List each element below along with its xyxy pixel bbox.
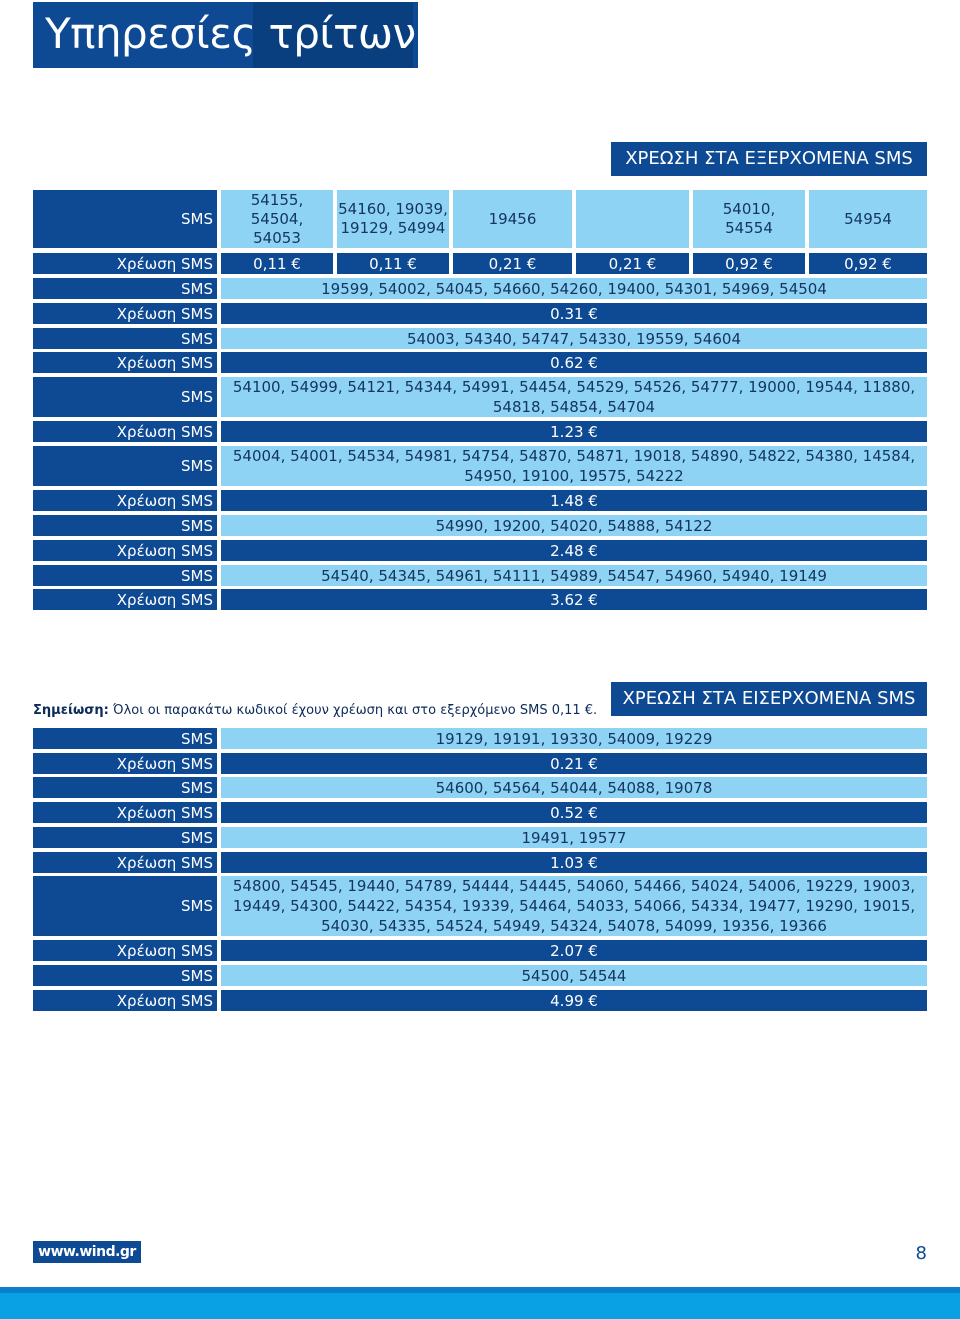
row-value: 54540, 54345, 54961, 54111, 54989, 54547, 54960, 54940, 19149: [221, 565, 927, 586]
row-value: 54003, 54340, 54747, 54330, 19559, 54604: [221, 328, 927, 349]
row-label: SMS: [33, 377, 217, 417]
table-row: [33, 565, 927, 586]
row-value: 19129, 19191, 19330, 54009, 19229: [221, 728, 927, 749]
row-label: Χρέωση SMS: [33, 589, 217, 610]
row-label: SMS: [33, 328, 217, 349]
row-label: SMS: [33, 515, 217, 536]
row-value: 1.23 €: [221, 421, 927, 442]
row-label: Χρέωση SMS: [33, 802, 217, 823]
code-cell: [576, 190, 689, 248]
row-value: 0.31 €: [221, 303, 927, 324]
code-cell: 54010, 54554: [693, 190, 805, 248]
row-value: 54500, 54544: [221, 965, 927, 986]
code-cell: 19456: [453, 190, 572, 248]
table-row: [33, 421, 927, 442]
row-label: Χρέωση SMS: [33, 940, 217, 961]
row-label: SMS: [33, 278, 217, 299]
price-cell: 0,11 €: [337, 253, 449, 274]
table-row: [33, 802, 927, 823]
row-value: 3.62 €: [221, 589, 927, 610]
note-text: [33, 703, 597, 718]
table-row: [33, 777, 927, 798]
table-row: [33, 446, 927, 486]
row-label: Χρέωση SMS: [33, 990, 217, 1011]
page-number: 8: [915, 1243, 927, 1264]
table-row: [33, 303, 927, 324]
page-title-box: [33, 2, 418, 68]
table-row: [33, 876, 927, 936]
row-value: 4.99 €: [221, 990, 927, 1011]
price-cell: 0,92 €: [693, 253, 805, 274]
row-label: SMS: [33, 876, 217, 936]
row-label: Χρέωση SMS: [33, 352, 217, 373]
row-label: SMS: [33, 777, 217, 798]
row-value: 54990, 19200, 54020, 54888, 54122: [221, 515, 927, 536]
table-row: [33, 965, 927, 986]
row-label: SMS: [33, 827, 217, 848]
table-row: [33, 753, 927, 774]
row-value: 0.52 €: [221, 802, 927, 823]
table-row: [33, 490, 927, 511]
row-label: SMS: [33, 190, 217, 248]
table-row: [33, 540, 927, 561]
row-value: 54600, 54564, 54044, 54088, 19078: [221, 777, 927, 798]
outgoing-heading: ΧΡΕΩΣΗ ΣΤΑ ΕΞΕΡΧΟΜΕΝΑ SMS: [611, 142, 927, 176]
row-value: 0.62 €: [221, 352, 927, 373]
table-row: [33, 990, 927, 1011]
row-label: SMS: [33, 965, 217, 986]
row-label: Χρέωση SMS: [33, 540, 217, 561]
row-value: 1.48 €: [221, 490, 927, 511]
note-bold: Σημείωση:: [33, 703, 109, 718]
row-label: SMS: [33, 565, 217, 586]
price-cell: 0,11 €: [221, 253, 333, 274]
row-label: Χρέωση SMS: [33, 852, 217, 873]
bottom-bar: [0, 1287, 960, 1319]
table-row: [33, 515, 927, 536]
price-cell: 0,21 €: [453, 253, 572, 274]
row-value: 0.21 €: [221, 753, 927, 774]
row-value: 19599, 54002, 54045, 54660, 54260, 19400, 54301, 54969, 54504: [221, 278, 927, 299]
row-label: Χρέωση SMS: [33, 490, 217, 511]
code-cell: 54160, 19039, 19129, 54994: [337, 190, 449, 248]
row-value: 54800, 54545, 19440, 54789, 54444, 54445, 54060, 54466, 54024, 54006, 19229, 19003, 19449, 54300, 54422, 54354, 19339, 54464, 54033, 54066, 54334, 19477, 19290, 19015, 54030, 54335, 54524, 54949, 54324, 54078, 54099, 19356, 19366: [221, 876, 927, 936]
row-value: 54004, 54001, 54534, 54981, 54754, 54870, 54871, 19018, 54890, 54822, 54380, 14584, 54950, 19100, 19575, 54222: [221, 446, 927, 486]
price-cell: 0,21 €: [576, 253, 689, 274]
outgoing-header-row: [33, 190, 927, 248]
row-label: Χρέωση SMS: [33, 253, 217, 274]
row-label: SMS: [33, 728, 217, 749]
table-row: [33, 278, 927, 299]
table-row: [33, 728, 927, 749]
website-link[interactable]: www.wind.gr: [33, 1241, 141, 1263]
row-value: 19491, 19577: [221, 827, 927, 848]
row-label: SMS: [33, 446, 217, 486]
row-label: Χρέωση SMS: [33, 753, 217, 774]
row-value: 2.48 €: [221, 540, 927, 561]
row-label: Χρέωση SMS: [33, 421, 217, 442]
bottom-bar-stripe: [0, 1287, 960, 1293]
table-row: [33, 852, 927, 873]
page-title: Υπηρεσίες τρίτων: [45, 9, 416, 58]
row-value: 54100, 54999, 54121, 54344, 54991, 54454, 54529, 54526, 54777, 19000, 19544, 11880, 54818, 54854, 54704: [221, 377, 927, 417]
outgoing-header-price-row: [33, 253, 927, 274]
table-row: [33, 827, 927, 848]
incoming-heading: ΧΡΕΩΣΗ ΣΤΑ ΕΙΣΕΡΧΟΜΕΝΑ SMS: [611, 682, 927, 716]
table-row: [33, 940, 927, 961]
row-value: 1.03 €: [221, 852, 927, 873]
code-cell: 54155, 54504, 54053: [221, 190, 333, 248]
row-value: 2.07 €: [221, 940, 927, 961]
price-cell: 0,92 €: [809, 253, 927, 274]
table-row: [33, 328, 927, 349]
table-row: [33, 377, 927, 417]
table-row: [33, 589, 927, 610]
note-body: Όλοι οι παρακάτω κωδικοί έχουν χρέωση και στο εξερχόμενο SMS 0,11 €.: [108, 703, 598, 718]
row-label: Χρέωση SMS: [33, 303, 217, 324]
table-row: [33, 352, 927, 373]
code-cell: 54954: [809, 190, 927, 248]
